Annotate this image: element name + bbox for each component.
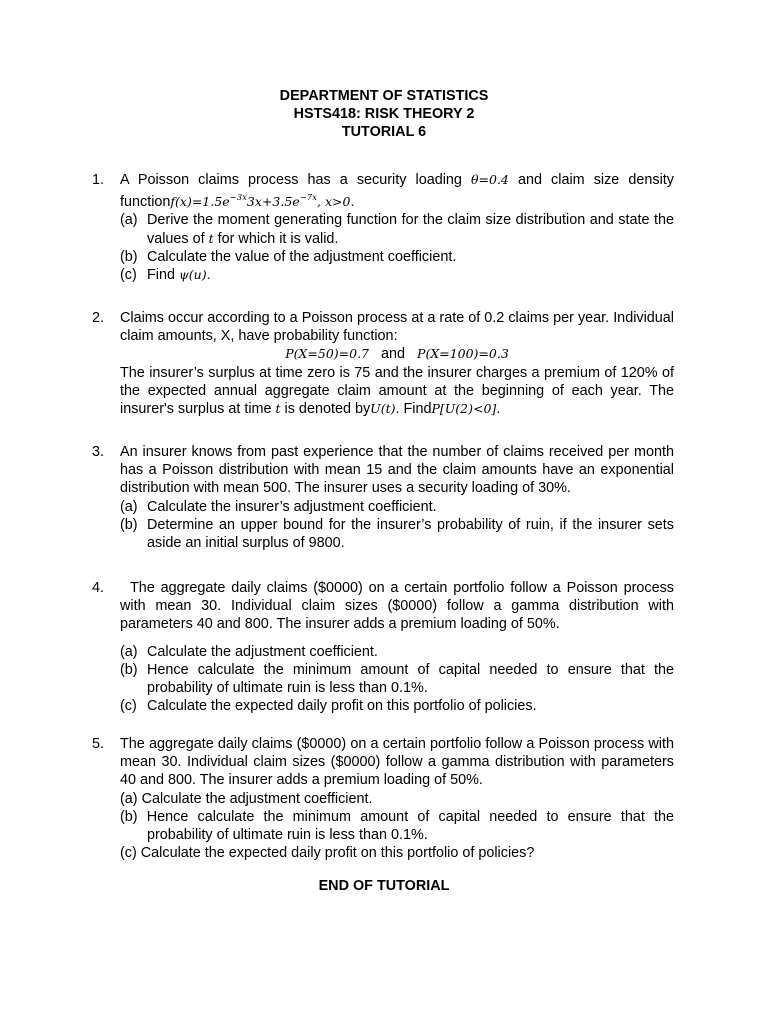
- part-c: (c) Calculate the expected daily profit on this portfolio of policies.: [120, 698, 537, 715]
- department-title: DEPARTMENT OF STATISTICS: [279, 88, 489, 104]
- part-b: (b) Determine an upper bound for the insurer’s probability of ruin, if the insurer sets aside an initial surplus of 9800.: [120, 516, 674, 552]
- question-text: The aggregate daily claims ($0000) on a certain portfolio follow a Poisson process with mean 30. Individual claim sizes ($0000) follow a gamma distribution with parameters 40 and 800. The insurer adds a premium loading of 50%.: [120, 580, 674, 633]
- density-math: $f(x)=1.5e^{-3x}3x+3.5e^{-7x}$, x>0.: [170, 193, 355, 210]
- probability-function: P(X=50)=0.7 and P(X=100)=0.3: [285, 346, 509, 363]
- question-4: [92, 579, 674, 715]
- question-3: [92, 443, 674, 552]
- document-header: [0, 87, 768, 141]
- question-number: 2.: [92, 310, 105, 326]
- question-text: A Poisson claims process has a security loading θ=0.4 and claim size density $functionf(x)=1.5e^{-3x}3x+3.5e^{-7x}$, x>0.: [120, 172, 674, 211]
- part-a: (a) Derive the moment generating function for the claim size distribution and state the values of t for which it is valid.: [120, 212, 674, 247]
- course-title: HSTS418: RISK THEORY 2: [293, 106, 475, 122]
- part-b: (b) Hence calculate the minimum amount of capital needed to ensure that the probability of ultimate ruin is less than 0.1%.: [120, 661, 674, 697]
- question-number: 1.: [92, 172, 105, 188]
- part-b: (b) Calculate the value of the adjustment coefficient.: [120, 248, 457, 265]
- end-of-tutorial: END OF TUTORIAL: [318, 878, 450, 894]
- part-a: (a) Calculate the adjustment coefficient.: [120, 643, 378, 660]
- question-text: Claims occur according to a Poisson process at a rate of 0.2 claims per year. Individual claim amounts, X, have probability function:: [120, 310, 674, 345]
- question-text: The aggregate daily claims ($0000) on a certain portfolio follow a Poisson process with mean 30. Individual claim sizes ($0000) follow a gamma distribution with parameters 40 and 800. The insurer adds a premium loading of 50%.: [120, 736, 674, 789]
- part-a: (a) Calculate the adjustment coefficient.: [120, 790, 373, 807]
- part-c: (c) Find ψ(u).: [120, 267, 211, 284]
- question-number: 4.: [92, 580, 105, 596]
- tutorial-title: TUTORIAL 6: [341, 124, 427, 140]
- question-number: 5.: [92, 736, 105, 752]
- part-c: (c) Calculate the expected daily profit on this portfolio of policies?: [120, 845, 535, 862]
- question-text: An insurer knows from past experience that the number of claims received per month has a Poisson distribution with mean 15 and the claim amounts have an exponential distribution with mean 500. The insurer uses a security loading of 30%.: [120, 444, 674, 497]
- question-number: 3.: [92, 444, 105, 460]
- part-b: (b) Hence calculate the minimum amount of capital needed to ensure that the probability of ultimate ruin is less than 0.1%.: [120, 808, 674, 844]
- theta-math: θ=0.4: [471, 172, 509, 187]
- question-5: [92, 735, 674, 862]
- question-1: [92, 171, 674, 284]
- question-text-2: The insurer’s surplus at time zero is 75 and the insurer charges a premium of 120% of the expected annual aggregate claim amount at the beginning of each year. The insurer's surplus at time t is denoted byU(t). FindP[U(2)<0].: [120, 364, 674, 418]
- question-2: [92, 309, 674, 418]
- part-a: (a) Calculate the insurer’s adjustment coefficient.: [120, 498, 437, 515]
